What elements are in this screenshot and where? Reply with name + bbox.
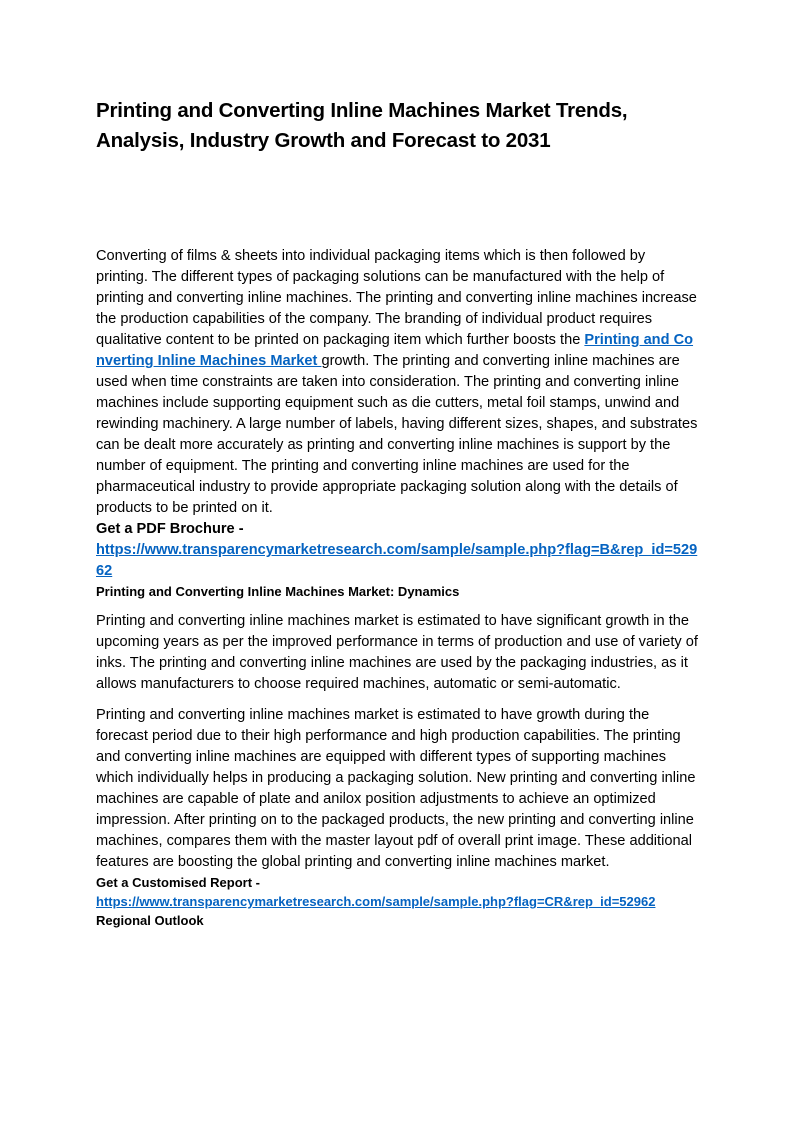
brochure-link[interactable]: https://www.transparencymarketresearch.com/sample/sample.php?flag=B&rep_id=52962: [96, 542, 698, 579]
dynamics-paragraph-1: Printing and converting inline machines market is estimated to have significant growth in the upcoming years as per the improved performance in terms of production and use of variety of inks. The printing and converting inline machines are used by the packaging industries, as it allows manufacturers to choose required machines, automatic or semi-automatic.: [96, 613, 698, 692]
market-report-link[interactable]: Printing and Converting Inline Machines Market: [96, 332, 694, 369]
brochure-link-wrapper: [96, 540, 698, 582]
regional-outlook-heading: Regional Outlook: [96, 913, 204, 928]
intro-text-after-link: growth. The printing and converting inline machines are used when time constraints are taken into consideration. The printing and converting inline machines include supporting equipment such as die cutters, metal foil stamps, unwind and rewinding machinery. A large number of labels, having different sizes, shapes, and substrates can be dealt more accurately as printing and converting inline machines is support by the number of equipment. The printing and converting inline machines are used for the pharmaceutical industry to provide appropriate packaging solution along with the details of products to be printed on it.: [96, 353, 698, 516]
custom-report-link-wrapper: [96, 892, 698, 911]
dynamics-paragraph-2: Printing and converting inline machines market is estimated to have growth during the forecast period due to their high performance and high production capabilities. The printing and converting inline machines are equipped with different types of supporting machines which individually helps in producing a packaging solution. New printing and converting inline machines are capable of plate and anilox position adjustments to achieve an optimized impression. After printing on to the packaged products, the new printing and converting inline machines, compares them with the master layout pdf of overall print image. These additional features are boosting the global printing and converting inline machines market.: [96, 707, 696, 870]
custom-report-link[interactable]: https://www.transparencymarketresearch.com/sample/sample.php?flag=CR&rep_id=52962: [96, 894, 656, 909]
intro-text-before-link: Converting of films & sheets into individual packaging items which is then followed by printing. The different types of packaging solutions can be manufactured with the help of printing and converting inline machines. The printing and converting inline machines increase the production capabilities of the company. The branding of individual product requires qualitative content to be printed on packaging item which further boosts the: [96, 248, 697, 348]
page-title: Printing and Converting Inline Machines Market Trends, Analysis, Industry Growth and Forecast to 2031: [96, 99, 628, 152]
brochure-label: Get a PDF Brochure -: [96, 521, 244, 537]
custom-report-label: Get a Customised Report -: [96, 875, 260, 890]
intro-paragraph: [96, 246, 698, 519]
dynamics-heading: Printing and Converting Inline Machines Market: Dynamics: [96, 584, 460, 599]
document-content: [96, 96, 698, 930]
